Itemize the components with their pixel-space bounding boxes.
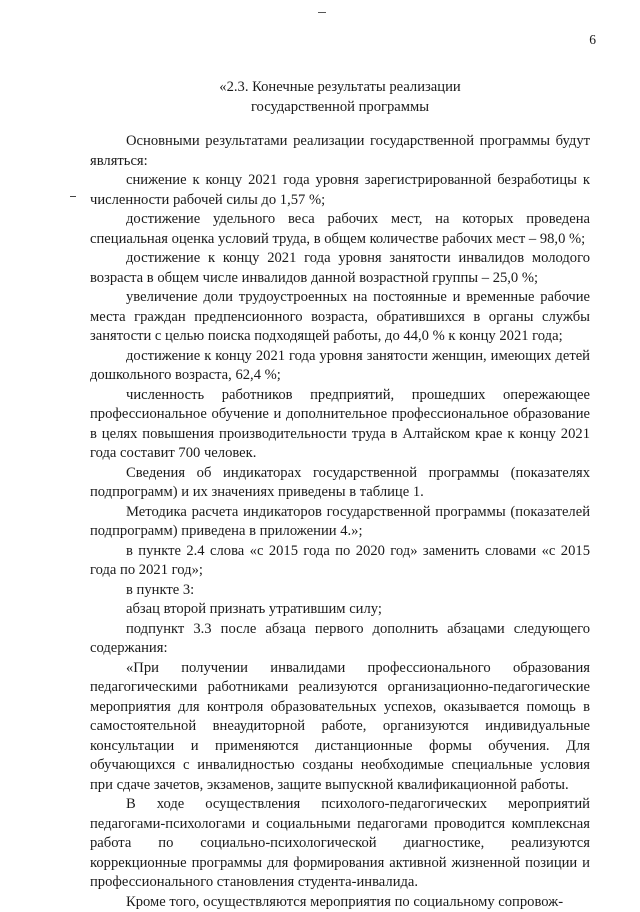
paragraph: Сведения об индикаторах государственной программы (показателях подпрограмм) и их значениях приведены в таблице 1. bbox=[90, 464, 590, 503]
section-heading bbox=[90, 78, 590, 117]
paragraph: Кроме того, осуществляются мероприятия по социальному сопровож- bbox=[90, 893, 590, 912]
paragraph: достижение удельного веса рабочих мест, на которых проведена специальная оценка условий труда, в общем количестве рабочих мест – 98,0 %; bbox=[90, 210, 590, 249]
paragraph: Методика расчета индикаторов государственной программы (показателей подпрограмм) приведена в приложении 4.»; bbox=[90, 503, 590, 542]
scan-mark-side bbox=[70, 196, 76, 197]
paragraph: снижение к концу 2021 года уровня зарегистрированной безработицы к численности рабочей силы до 1,57 %; bbox=[90, 171, 590, 210]
paragraph: абзац второй признать утратившим силу; bbox=[90, 600, 590, 620]
section-heading-line-1: «2.3. Конечные результаты реализации bbox=[90, 78, 590, 98]
paragraph: подпункт 3.3 после абзаца первого дополнить абзацами следующего содержания: bbox=[90, 620, 590, 659]
paragraph: достижение к концу 2021 года уровня занятости инвалидов молодого возраста в общем числе инвалидов данной возрастной группы – 25,0 %; bbox=[90, 249, 590, 288]
scan-mark-top bbox=[318, 12, 326, 13]
paragraph: в пункте 2.4 слова «с 2015 года по 2020 год» заменить словами «с 2015 года по 2021 год»; bbox=[90, 542, 590, 581]
paragraph: увеличение доли трудоустроенных на постоянные и временные рабочие места граждан предпенсионного возраста, обратившихся в органы службы занятости с целью поиска подходящей работы, до 44,0 % к концу 2021 года; bbox=[90, 288, 590, 347]
paragraph: Основными результатами реализации государственной программы будут являться: bbox=[90, 132, 590, 171]
paragraph: «При получении инвалидами профессионального образования педагогическими работниками реализуются организационно-педагогические мероприятия для контроля образовательных успехов, оказывается помощь в самостоятельной внеаудиторной работе, организуются индивидуальные консультации и применяются дистанционные формы обучения. Для обучающихся с инвалидностью созданы необходимые специальные условия при сдаче зачетов, экзаменов, защите выпускной квалификационной работы. bbox=[90, 659, 590, 796]
paragraph: численность работников предприятий, прошедших опережающее профессиональное обучение и дополнительное профессиональное образование в целях повышения производительности труда в Алтайском крае к концу 2021 года составит 700 человек. bbox=[90, 386, 590, 464]
paragraph: достижение к концу 2021 года уровня занятости женщин, имеющих детей дошкольного возраста, 62,4 %; bbox=[90, 347, 590, 386]
paragraph: В ходе осуществления психолого-педагогических мероприятий педагогами-психологами и социальными педагогами проводится комплексная работа по социально-психологической диагностике, реализуются коррекционные программы для формирования активной жизненной позиции и профессионального становления студента-инвалида. bbox=[90, 795, 590, 893]
section-heading-line-2: государственной программы bbox=[90, 98, 590, 118]
page-number: 6 bbox=[589, 32, 596, 48]
paragraph: в пункте 3: bbox=[90, 581, 590, 601]
body-text bbox=[90, 132, 590, 912]
